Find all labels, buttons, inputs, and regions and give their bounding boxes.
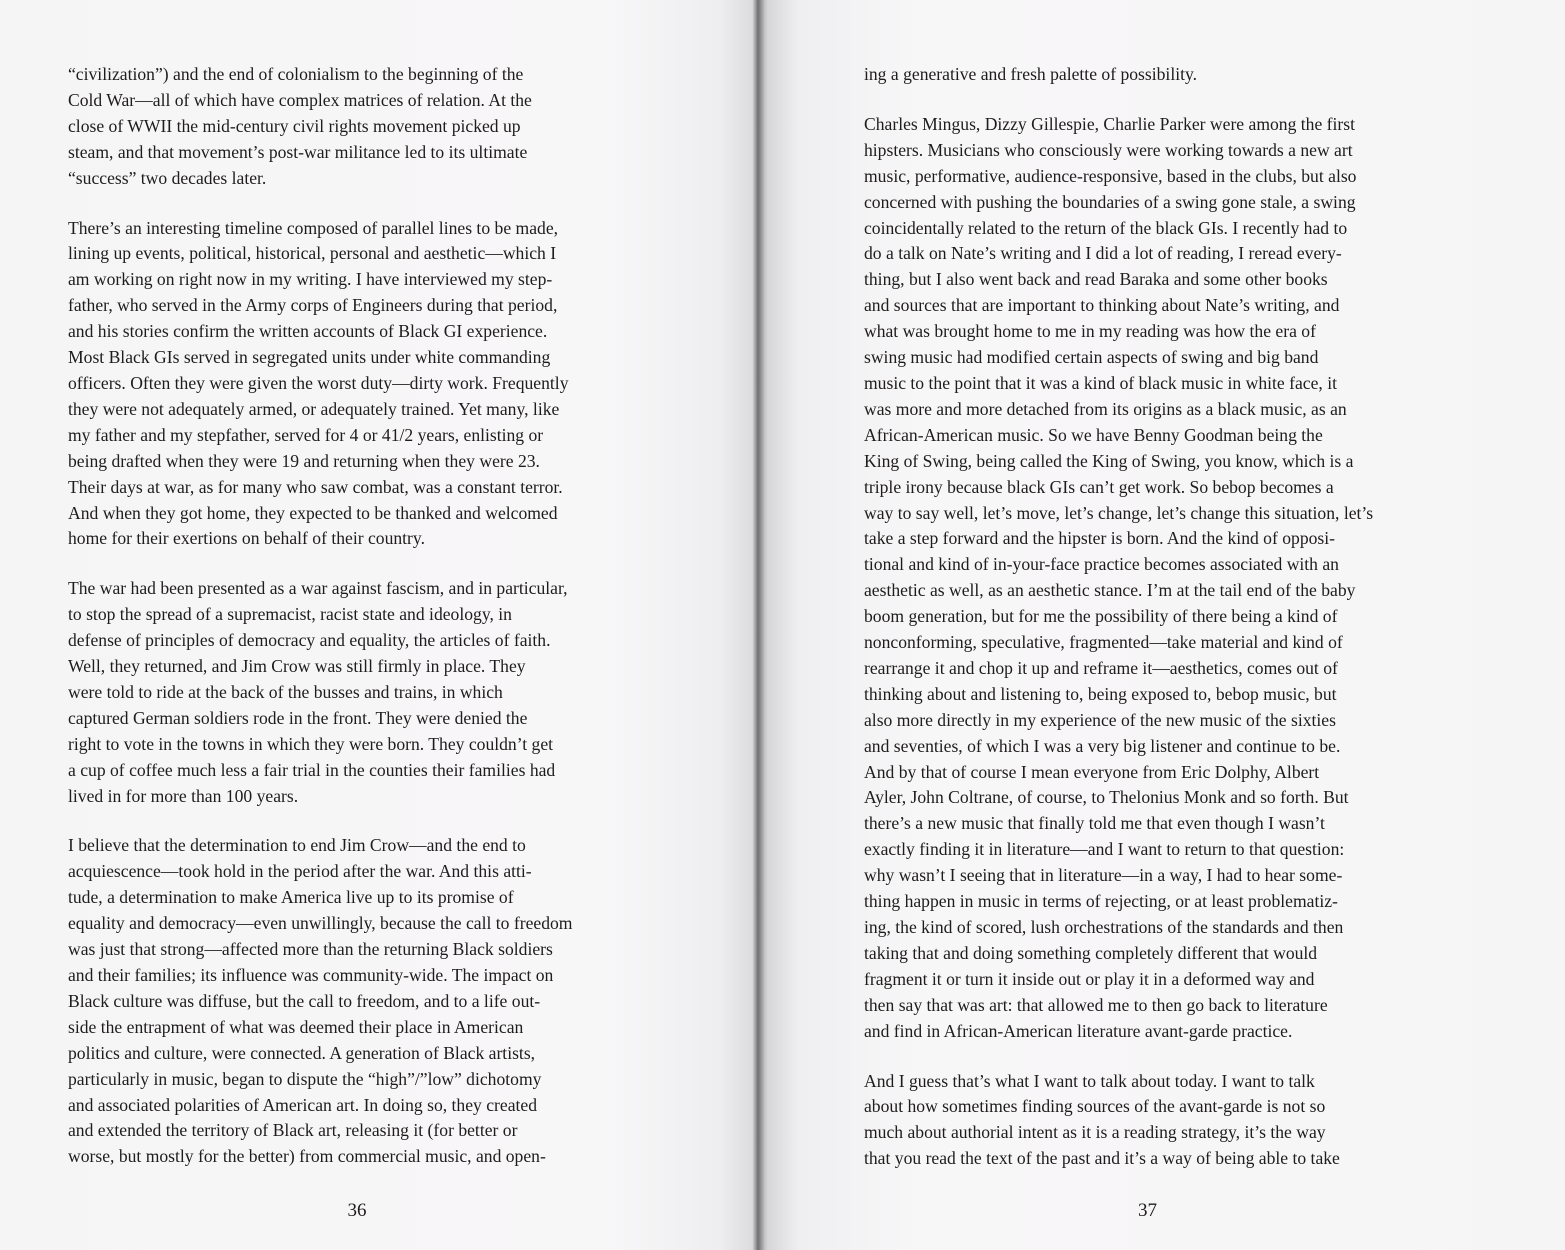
body-paragraph: I believe that the determination to end Jim Crow—and the end to acquiescence—took hold in the period after the war. And this atti- tude, a determination to make America live up to its promise of equality and democracy—even unwillingly, because the call to freedom was just that strong—affected more than the returning Black soldiers and their families; its influence was community-wide. The impact on Black culture was diffuse, but the call to freedom, and to a life out- side the entrapment of what was deemed their place in American politics and culture, were connected. A generation of Black artists, particularly in music, began to dispute the “high”/”low” dichotomy and associated polarities of American art. In doing so, they created and extended the territory of Black art, releasing it (for better or worse, but mostly for the better) from commercial music, and open- — [68, 835, 573, 1167]
left-page — [0, 0, 758, 1250]
body-paragraph: And I guess that’s what I want to talk about today. I want to talk about how sometimes finding sources of the avant-garde is not so much about authorial intent as it is a reading strategy, it’s the way that you read the text of the past and it’s a way of being able to take — [864, 1070, 1340, 1169]
page-number: 37 — [1138, 1200, 1157, 1221]
body-paragraph: ing a generative and fresh palette of possibility. — [864, 64, 1198, 84]
body-paragraph: There’s an interesting timeline composed of parallel lines to be made, lining up events, political, historical, personal and aesthetic—which I am working on right now in my writing. I have interviewed my step- father, who served in the Army corps of Engineers during that period, and his stories confirm the written accounts of Black GI experience. Most Black GIs served in segregated units under white commanding officers. Often they were given the worst duty—dirty work. Frequently they were not adequately armed, or adequately trained. Yet many, like my father and my stepfather, served for 4 or 41/2 years, enlisting or being drafted when they were 19 and returning when they were 23. Their days at war, as for many who saw combat, was a constant terror. And when they got home, they expected to be thanked and welcomed home for their exertions on behalf of their country. — [68, 217, 569, 549]
page-number: 36 — [347, 1200, 367, 1221]
body-paragraph: Charles Mingus, Dizzy Gillespie, Charlie Parker were among the first hipsters. Musicians who consciously were working towards a new art music, performative, audience-responsive, based in the clubs, but also concerned with pushing the boundaries of a swing gone stale, a swing coincidentally related to the return of the black GIs. I recently had to do a talk on Nate’s writing and I did a lot of reading, I reread every- thing, but I also went back and read Baraka and some other books and sources that are important to thinking about Nate’s writing, and what was brought home to me in my reading was how the era of swing music had modified certain aspects of swing and big band music to the point that it was a kind of black music in white face, it was more and more detached from its origins as a black music, as an African-American music. So we have Benny Goodman being the King of Swing, being called the King of Swing, you know, which is a triple irony because black GIs can’t get work. So bebop becomes a way to say well, let’s move, let’s change, let’s change this situation, let’s take a step forward and the hipster is born. And the kind of opposi- tional and kind of in-your-face practice becomes associated with an aesthetic as well, as an aesthetic stance. I’m at the tail end of the baby boom generation, but for me the possibility of there being a kind of nonconforming, speculative, fragmented—take material and kind of rearrange it and chop it up and reframe it—aesthetics, comes out of thinking about and listening to, being exposed to, bebop music, but also more directly in my experience of the new music of the sixties and seventies, of which I was a very big listener and continue to be. And by that of course I mean everyone from Eric Dolphy, Albert Ayler, John Coltrane, of course, to Thelonius Monk and so forth. But there’s a new music that finally told me that even though I wasn’t exactly finding it in literature—and I want to return to that question: why wasn’t I seeing that in literature—in a way, I had to hear some- thing happen in music in terms of rejecting, or at least problematiz- ing, the kind of scored, lush orchestrations of the standards and then taking that and doing something completely different that would fragment it or turn it inside out or play it in a deformed way and then say that was art: that allowed me to then go back to literature and find in African-American literature avant-garde practice. — [864, 113, 1374, 1041]
left-page-text — [68, 62, 666, 1194]
right-page — [758, 0, 1565, 1250]
right-page-text — [864, 62, 1464, 1196]
book-gutter — [752, 0, 764, 1250]
body-paragraph: The war had been presented as a war against fascism, and in particular, to stop the spread of a supremacist, racist state and ideology, in defense of principles of democracy and equality, the articles of faith. Well, they returned, and Jim Crow was still firmly in place. They were told to ride at the back of the busses and trains, in which captured German soldiers rode in the front. They were denied the right to vote in the towns in which they were born. They couldn’t get a cup of coffee much less a fair trial in the counties their families had lived in for more than 100 years. — [68, 578, 568, 806]
body-paragraph: “civilization”) and the end of colonialism to the beginning of the Cold War—all of which have complex matrices of relation. At the close of WWII the mid-century civil rights movement picked up steam, and that movement’s post-war militance led to its ultimate “success” two decades later. — [68, 64, 532, 188]
